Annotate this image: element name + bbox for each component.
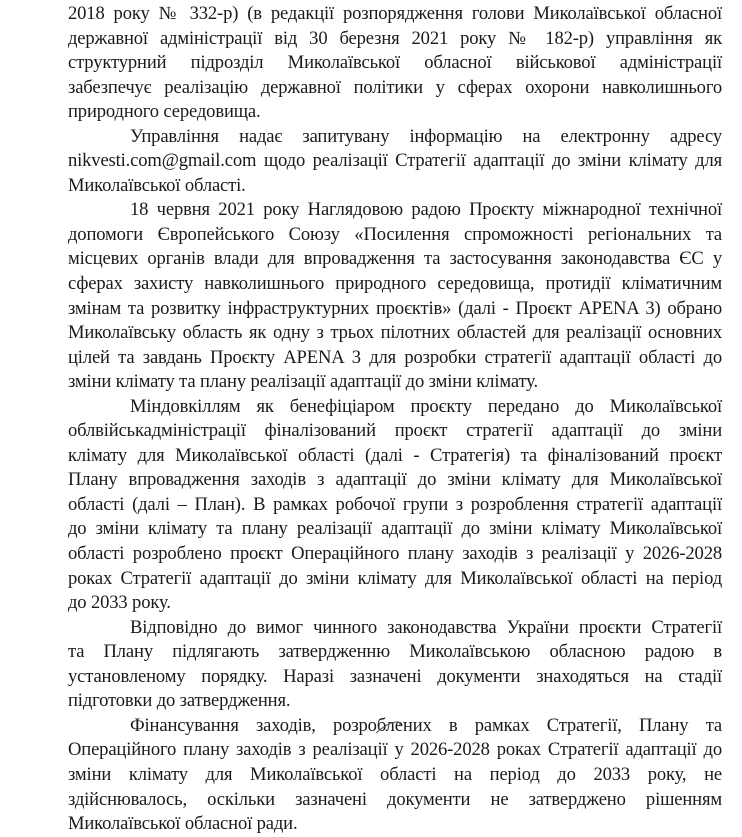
text-line: цілей та завдань Проєкту APENA 3 для розробки стратегії адаптації області до (68, 346, 722, 368)
text-line: до зміни клімату та плану реалізації адаптації до зміни клімату Миколаївської (68, 518, 722, 540)
text-line: допомоги Європейського Союзу «Посилення спроможності регіональних та (68, 223, 722, 245)
signature-mark (374, 720, 404, 734)
text-line: Миколаївської області. (68, 174, 246, 196)
paragraph (68, 395, 722, 616)
paragraph (68, 2, 722, 125)
text-line: Міндовкіллям як бенефіціаром проєкту передано до Миколаївської (130, 395, 722, 417)
text-line: сферах захисту навколишнього природного середовища, протидії кліматичним (68, 273, 722, 295)
text-line: до 2033 року. (68, 592, 171, 614)
text-line: області (далі – План). В рамках робочої групи з розроблення стратегії адаптації (68, 493, 722, 515)
text-line: клімату для Миколаївської області (далі - Стратегія) та фіналізований проєкт (68, 444, 722, 466)
paragraph (68, 616, 722, 714)
paragraph (68, 198, 722, 394)
text-line: облвійськадміністрації фіналізований проєкт стратегії адаптації до зміни (68, 420, 722, 442)
text-line: роках Стратегії адаптації до зміни клімату для Миколаївської області на період (68, 567, 722, 589)
text-line: здійснювалось, оскільки зазначені документи не затверджено рішенням (68, 788, 722, 810)
text-line: забезпечує реалізацію державної політики у сферах охорони навколишнього (68, 76, 722, 98)
text-line: структурний підрозділ Миколаївської обласної військової адміністрації (68, 52, 722, 74)
text-line: 2018 року № 332-р) (в редакції розпорядження голови Миколаївської обласної (68, 3, 722, 24)
text-line: та Плану підлягають затвердженню Миколаївською обласною радою в (68, 641, 722, 663)
text-line: Операційного плану заходів з реалізації у 2026-2028 роках Стратегії адаптації до (68, 739, 722, 761)
text-line: Відповідно до вимог чинного законодавства України проєкти Стратегії (130, 616, 722, 638)
text-line: Миколаївської обласної ради. (68, 813, 298, 835)
text-line: природного середовища. (68, 101, 261, 123)
text-line: місцевих органів влади для впровадження та застосування законодавства ЄС у (68, 248, 722, 270)
text-line: області розроблено проєкт Операційного плану заходів з реалізації у 2026-2028 (68, 543, 722, 565)
text-line: 18 червня 2021 року Наглядовою радою Проєкту міжнародної технічної (130, 199, 722, 221)
text-line: державної адміністрації від 30 березня 2021 року № 182-р) управління як (68, 27, 722, 49)
paragraph (68, 125, 722, 199)
text-line: підготовки до затвердження. (68, 690, 291, 712)
text-line: установленому порядку. Наразі зазначені документи знаходяться на стадії (68, 665, 722, 687)
text-line: Миколаївську область як одну з трьох пілотних областей для реалізації основних (68, 322, 722, 344)
document-page (68, 2, 722, 837)
text-line: Фінансування заходів, розроблених в рамках Стратегії, Плану та (130, 714, 722, 736)
text-line: Управління надає запитувану інформацію на електронну адресу (130, 125, 722, 147)
text-line: змінам та розвитку інфраструктурних проєктів» (далі - Проєкт APENA 3) обрано (68, 297, 722, 319)
text-line: зміни клімату для Миколаївської області на період до 2033 року, не (68, 763, 722, 785)
text-line: зміни клімату та плану реалізації адаптації до зміни клімату. (68, 371, 538, 393)
text-line: nikvesti.com@gmail.com щодо реалізації Стратегії адаптації до зміни клімату для (68, 150, 722, 172)
text-line: Плану впровадження заходів з адаптації до зміни клімату для Миколаївської (68, 469, 722, 491)
